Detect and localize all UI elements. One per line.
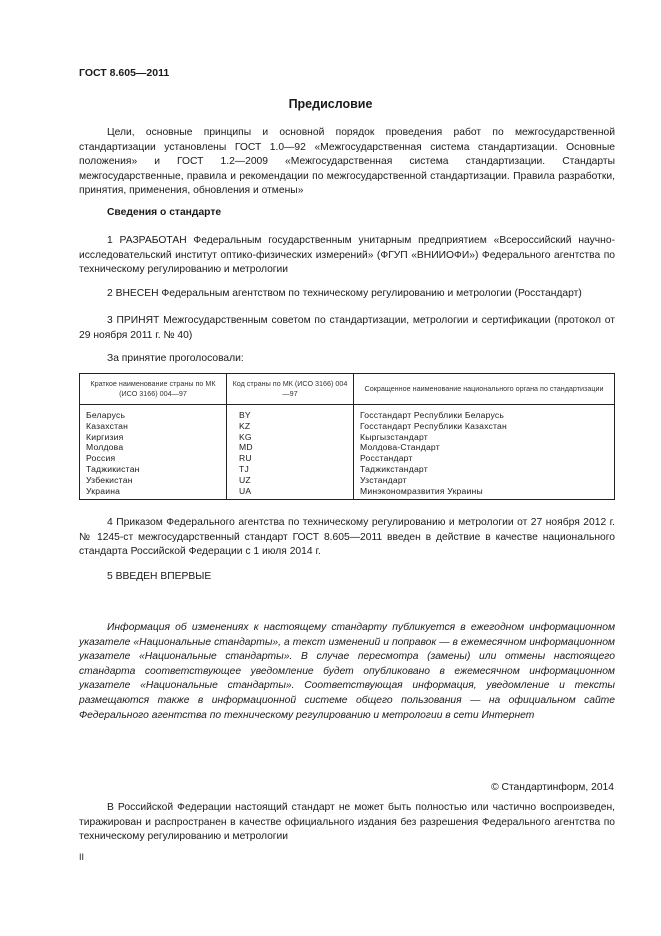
table-header-country: Краткое наименование страны по МК (ИСО 3166) 004—97 — [80, 374, 227, 405]
country-cell: Узбекистан — [80, 475, 227, 486]
body-cell: Госстандарт Республики Беларусь — [354, 405, 615, 421]
notice-paragraph — [79, 621, 615, 723]
body-cell: Минэкономразвития Украины — [354, 486, 615, 500]
item-1-text: 1 РАЗРАБОТАН Федеральным государственным унитарным предприятием «Всероссийский научно-исследовательский институт оптико-физических измерений» (ФГУП «ВНИИОФИ») Федерального агентства по техническому регулированию и метрологии — [79, 235, 615, 276]
code-cell: BY — [227, 405, 354, 421]
table-row — [80, 432, 615, 443]
body-cell: Узстандарт — [354, 475, 615, 486]
body-cell: Кыргызстандарт — [354, 432, 615, 443]
rights-paragraph — [79, 801, 615, 845]
table-row — [80, 421, 615, 432]
table-row — [80, 464, 615, 475]
countries-table — [79, 373, 615, 500]
item-1 — [79, 234, 615, 278]
table-row — [80, 475, 615, 486]
item-5 — [79, 570, 615, 585]
code-cell: UA — [227, 486, 354, 500]
code-cell: KZ — [227, 421, 354, 432]
intro-paragraph — [79, 126, 615, 199]
item-2 — [79, 287, 615, 302]
country-cell: Киргизия — [80, 432, 227, 443]
table-row — [80, 442, 615, 453]
table-row — [80, 453, 615, 464]
country-cell: Казахстан — [80, 421, 227, 432]
country-cell: Россия — [80, 453, 227, 464]
page-number: II — [79, 852, 85, 862]
item-3 — [79, 314, 615, 343]
document-code: ГОСТ 8.605—2011 — [79, 67, 170, 79]
section-title: Сведения о стандарте — [107, 207, 222, 218]
code-cell: UZ — [227, 475, 354, 486]
vote-text: За принятие проголосовали: — [107, 353, 244, 364]
country-cell: Молдова — [80, 442, 227, 453]
code-cell: RU — [227, 453, 354, 464]
code-cell: TJ — [227, 464, 354, 475]
intro-text: Цели, основные принципы и основной порядок проведения работ по межгосударственной стандартизации установлены ГОСТ 1.0—92 «Межгосударственная система стандартизации. Основные положения» и ГОСТ 1.2—2009 «Межгосударственная система стандартизации. Стандарты межгосударственные, правила и рекомендации по межгосударственной стандартизации. Правила разработки, принятия, применения, обновления и отмены» — [79, 127, 615, 197]
table-row — [80, 405, 615, 421]
item-4-text: 4 Приказом Федерального агентства по техническому регулированию и метрологии от 27 ноября 2012 г. № 1245-ст межгосударственный стандарт ГОСТ 8.605—2011 введен в действие в качестве национального стандарта Российской Федерации с 1 июля 2014 г. — [79, 517, 615, 558]
page-title: Предисловие — [288, 97, 373, 111]
table-header-code: Код страны по МК (ИСО 3166) 004—97 — [227, 374, 354, 405]
notice-text: Информация об изменениях к настоящему стандарту публикуется в ежегодном информационном указателе «Национальные стандарты», а текст изменений и поправок — в ежемесячном информационном указателе «Национальные стандарты». В случае пересмотра (замены) или отмены настоящего стандарта соответствующее уведомление будет опубликовано в ежемесячном информационном указателе «Национальные стандарты». Соответствующая информация, уведомление и тексты размещаются также в информационной системе общего пользования — на официальном сайте Федерального агентства по техническому регулированию и метрологии в сети Интернет — [79, 622, 615, 721]
code-cell: KG — [227, 432, 354, 443]
country-cell: Беларусь — [80, 405, 227, 421]
vote-line — [79, 352, 615, 367]
body-cell: Таджикстандарт — [354, 464, 615, 475]
country-cell: Украина — [80, 486, 227, 500]
copyright: © Стандартинформ, 2014 — [491, 782, 614, 793]
table-header-row — [80, 374, 615, 405]
body-cell: Молдова-Стандарт — [354, 442, 615, 453]
item-4 — [79, 516, 615, 560]
item-2-text: 2 ВНЕСЕН Федеральным агентством по техническому регулированию и метрологии (Росстандарт) — [107, 288, 582, 299]
code-cell: MD — [227, 442, 354, 453]
table-row — [80, 486, 615, 500]
table-header-body: Сокращенное наименование национального органа по стандартизации — [354, 374, 615, 405]
body-cell: Госстандарт Республики Казахстан — [354, 421, 615, 432]
country-cell: Таджикистан — [80, 464, 227, 475]
body-cell: Росстандарт — [354, 453, 615, 464]
item-5-text: 5 ВВЕДЕН ВПЕРВЫЕ — [107, 571, 212, 582]
rights-text: В Российской Федерации настоящий стандарт не может быть полностью или частично воспроизведен, тиражирован и распространен в качестве официального издания без разрешения Федерального агентства по техническому регулированию и метрологии — [79, 802, 615, 843]
item-3-text: 3 ПРИНЯТ Межгосударственным советом по стандартизации, метрологии и сертификации (протокол от 29 ноября 2011 г. № 40) — [79, 315, 615, 341]
